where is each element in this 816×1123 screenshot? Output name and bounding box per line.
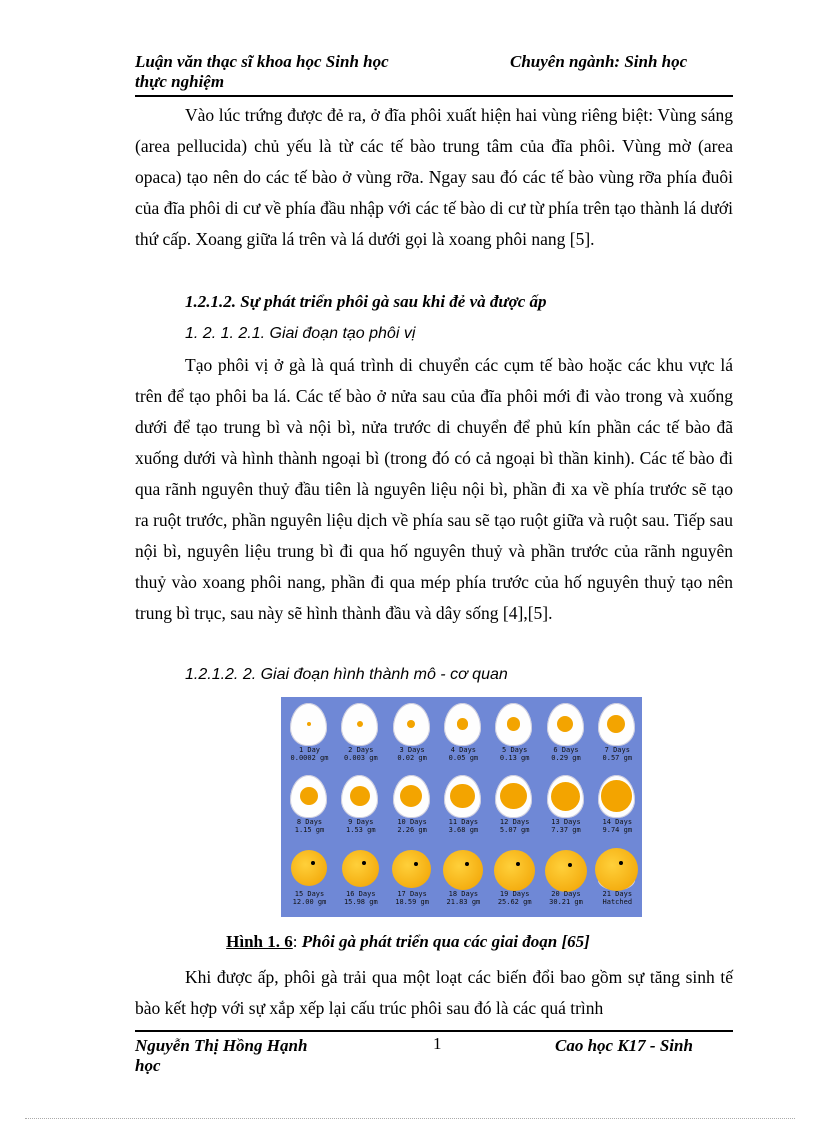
stage-label (387, 818, 438, 834)
chick-eye-icon (311, 861, 315, 865)
stage-day: 10 Days (397, 818, 427, 826)
stage-weight: 0.29 gm (551, 754, 581, 762)
stage-cell (489, 772, 540, 845)
stage-day: 16 Days (346, 890, 376, 898)
embryo-icon (457, 718, 468, 729)
chick-eye-icon (414, 862, 418, 866)
stage-cell (592, 844, 643, 917)
stage-weight: 0.57 gm (602, 754, 633, 762)
stage-day: 21 Days (602, 890, 633, 898)
page-number: 1 (433, 1034, 442, 1053)
paragraph-3: Khi được ấp, phôi gà trải qua một loạt các biến đổi bao gồm sự tăng sinh tế bào kết hợp với sự xắp xếp lại cấu trúc phôi sau đó là các quá trình (135, 967, 733, 1018)
chick-eye-icon (465, 862, 469, 866)
stage-cell (284, 844, 335, 917)
stage-weight: 0.02 gm (397, 754, 427, 762)
stage-day: 1 Day (298, 746, 321, 754)
egg-icon (547, 775, 584, 818)
stage-weight: 21.83 gm (446, 898, 481, 906)
subsection-heading-2: 1.2.1.2. 2. Giai đoạn hình thành mô - cơ quan (185, 666, 508, 683)
stage-cell (592, 772, 643, 845)
header-left-line1: Luận văn thạc sĩ khoa học Sinh học (135, 52, 389, 71)
stage-label (284, 746, 335, 762)
embryo-icon (350, 786, 370, 806)
embryo-development-figure (281, 697, 642, 917)
stage-weight: 0.05 gm (448, 754, 479, 762)
stage-weight: 7.37 gm (551, 826, 581, 834)
embryo-icon (450, 784, 475, 809)
footer-author-line2: học (135, 1056, 161, 1075)
stage-label (592, 746, 643, 762)
stage-cell (284, 772, 335, 845)
stage-day: 7 Days (604, 746, 630, 754)
stage-weight: 9.74 gm (602, 826, 633, 834)
stage-weight: 30.21 gm (549, 898, 583, 906)
egg-icon (393, 703, 430, 746)
stage-cell (387, 844, 438, 917)
stage-label (387, 890, 438, 906)
chick-eye-icon (516, 862, 520, 866)
stage-label (541, 818, 592, 834)
chick-icon (494, 850, 535, 891)
egg-icon (290, 703, 327, 746)
stage-weight: 1.53 gm (346, 826, 376, 834)
footer-rule (135, 1030, 733, 1032)
stage-label (335, 746, 386, 762)
header-left-line2: thực nghiệm (135, 72, 225, 91)
egg-icon (444, 775, 481, 818)
stage-label (489, 746, 540, 762)
stage-day: 17 Days (397, 890, 427, 898)
embryo-icon (307, 722, 311, 726)
stage-day: 20 Days (551, 890, 581, 898)
stage-weight: 2.26 gm (397, 826, 427, 834)
stage-day: 11 Days (448, 818, 479, 826)
footer-author-line1: Nguyễn Thị Hồng Hạnh (135, 1036, 308, 1055)
stage-cell (438, 844, 489, 917)
embryo-icon (400, 785, 422, 807)
embryo-icon (507, 717, 521, 731)
stage-weight: 1.15 gm (294, 826, 325, 834)
stage-day: 13 Days (551, 818, 581, 826)
stage-label (335, 818, 386, 834)
stage-label (592, 890, 643, 906)
stage-day: 18 Days (448, 890, 479, 898)
stage-cell (335, 844, 386, 917)
chick-icon (443, 850, 483, 890)
embryo-icon (607, 715, 625, 733)
stage-cell (541, 844, 592, 917)
stage-label (335, 890, 386, 906)
embryo-icon (500, 783, 527, 810)
egg-icon (393, 775, 430, 818)
chick-eye-icon (619, 861, 623, 865)
stage-day: 12 Days (499, 818, 530, 826)
footer-right: Cao học K17 - Sinh (555, 1036, 693, 1055)
stage-weight: 0.13 gm (499, 754, 530, 762)
stage-cell (541, 700, 592, 773)
stage-label (541, 746, 592, 762)
chick-icon (545, 850, 587, 892)
stage-weight: 0.003 gm (343, 754, 378, 762)
egg-icon (341, 775, 378, 818)
stage-label (284, 818, 335, 834)
stage-weight: 3.68 gm (448, 826, 479, 834)
figure-caption-sep: : (292, 932, 302, 951)
page-edge (25, 1118, 795, 1119)
stage-cell (541, 772, 592, 845)
embryo-icon (601, 780, 632, 811)
figure-caption-label: Hình 1. 6 (226, 932, 293, 951)
chick-eye-icon (362, 861, 366, 865)
egg-icon (341, 703, 378, 746)
chick-eye-icon (568, 863, 572, 867)
footer-author (135, 1036, 307, 1076)
stage-cell (489, 844, 540, 917)
stage-weight: Hatched (602, 898, 633, 906)
stage-day: 14 Days (602, 818, 633, 826)
embryo-icon (300, 787, 318, 805)
paragraph-1: Vào lúc trứng được đẻ ra, ở đĩa phôi xuất hiện hai vùng riêng biệt: Vùng sáng (area pellucida) chủ yếu là từ các tế bào trung tâm của đĩa phôi. Vùng mờ (area opaca) tạo nên do các tế bào ở vùng rỡa. Ngay sau đó các tế bào vùng rỡa phía đuôi của đĩa phôi di cư về phía đầu nhập với các tế bào di cư từ phía trên tạo thành lá dưới thứ cấp. Xoang giữa lá trên và lá dưới gọi là xoang phôi nang [5]. (135, 105, 733, 249)
stage-weight: 15.98 gm (343, 898, 378, 906)
stage-cell (387, 772, 438, 845)
egg-icon (598, 775, 635, 818)
subsection-heading-1: 1. 2. 1. 2.1. Giai đoạn tạo phôi vị (185, 325, 416, 342)
stage-label (438, 818, 489, 834)
section-heading: 1.2.1.2. Sự phát triển phôi gà sau khi đẻ và được ấp (185, 292, 547, 311)
header-rule (135, 95, 733, 97)
stage-cell (387, 700, 438, 773)
egg-icon (444, 703, 481, 746)
chick-icon (392, 850, 430, 888)
header-right: Chuyên ngành: Sinh học (510, 52, 688, 71)
stage-day: 2 Days (348, 746, 374, 754)
stage-day: 5 Days (502, 746, 528, 754)
stage-label (438, 890, 489, 906)
stage-label (541, 890, 592, 906)
embryo-icon (557, 716, 573, 732)
stage-cell (489, 700, 540, 773)
stage-weight: 18.59 gm (395, 898, 429, 906)
stage-label (489, 818, 540, 834)
stage-day: 15 Days (294, 890, 325, 898)
embryo-icon (357, 721, 363, 727)
stage-day: 3 Days (399, 746, 425, 754)
stage-day: 9 Days (348, 818, 374, 826)
egg-icon (547, 703, 584, 746)
header-left (135, 52, 389, 92)
stage-day: 4 Days (450, 746, 477, 754)
stage-cell (335, 772, 386, 845)
egg-icon (598, 703, 635, 746)
chick-icon (342, 850, 379, 887)
stage-weight: 25.62 gm (497, 898, 532, 906)
figure-caption-text: Phôi gà phát triển qua các giai đoạn [65] (301, 932, 590, 951)
egg-icon (495, 775, 532, 818)
stage-weight: 0.0002 gm (290, 754, 329, 762)
stage-weight: 5.07 gm (499, 826, 530, 834)
paragraph-2: Tạo phôi vị ở gà là quá trình di chuyển các cụm tế bào hoặc các khu vực lá trên để tạo phôi ba lá. Các tế bào ở nửa sau của đĩa phôi mới đi vào trong và xuống dưới để tạo trung bì và nội bì, nửa trước di chuyển để phủ kín phần các tế bào đã xuống dưới và hình thành ngoại bì (trong đó có cả ngoại bì thần kinh). Các tế bào đi qua rãnh nguyên thuỷ đầu tiên là nguyên liệu nội bì, phần đi xa về phía trước sẽ tạo ra ruột trước, phần nguyên liệu dịch về phía sau sẽ tạo ruột giữa và ruột sau. Tiếp sau nội bì, nguyên liệu trung bì đi qua hố nguyên thuỷ và phần trước của rãnh nguyên thuỷ vào xoang phôi nang, phần đi qua mép phía trước của hố nguyên thuỷ tạo nên trung bì trục, sau này sẽ hình thành đầu và dây sống [4],[5]. (135, 355, 733, 623)
stage-day: 6 Days (553, 746, 579, 754)
stage-label (387, 746, 438, 762)
stage-label (284, 890, 335, 906)
embryo-icon (407, 720, 416, 729)
stage-day: 8 Days (296, 818, 323, 826)
stage-weight: 12.00 gm (292, 898, 327, 906)
stage-label (489, 890, 540, 906)
stage-cell (438, 772, 489, 845)
stage-cell (284, 700, 335, 773)
stage-cell (438, 700, 489, 773)
stage-label (438, 746, 489, 762)
embryo-icon (551, 782, 580, 811)
egg-icon (495, 703, 532, 746)
egg-icon (290, 775, 327, 818)
chick-icon (291, 850, 327, 886)
stage-cell (335, 700, 386, 773)
figure-caption (0, 932, 816, 952)
stage-day: 19 Days (499, 890, 530, 898)
stage-label (592, 818, 643, 834)
stage-cell (592, 700, 643, 773)
